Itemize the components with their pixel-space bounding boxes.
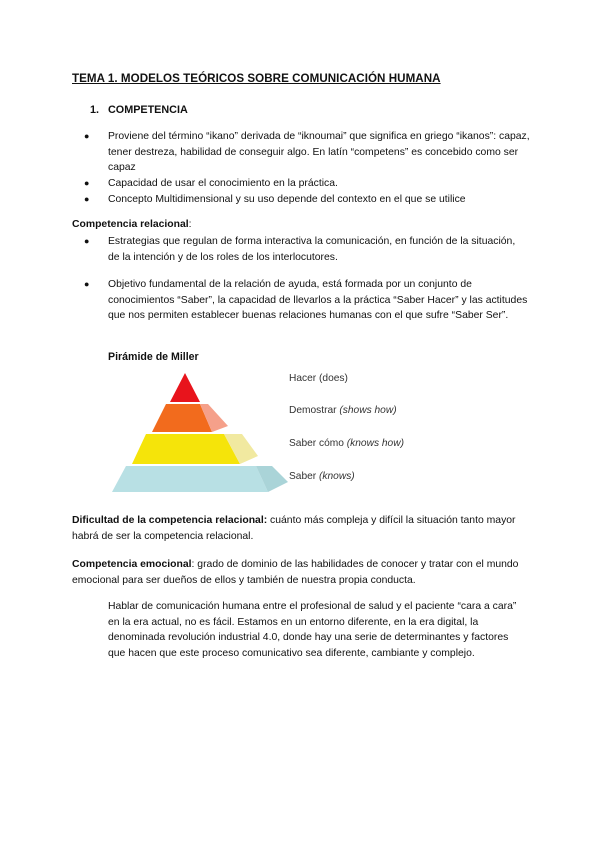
- pyramid-label-hacer: Hacer (does): [289, 373, 348, 384]
- list-item-text: Objetivo fundamental de la relación de ayuda, está formada por un conjunto de conocimientos “Saber”, la capacidad de llevarlos a la práctica “Saber Hacer” y las actitudes que nos permiten establecer buenas relaciones humanas con el que sufre “Saber Ser”.: [108, 279, 528, 322]
- list-item: [84, 277, 528, 324]
- section-number: 1.: [90, 104, 100, 116]
- dificultad-paragraph: [72, 513, 532, 544]
- bullet-icon: ●: [84, 178, 90, 189]
- emocional-heading: Competencia emocional: [72, 559, 192, 570]
- dificultad-heading: Dificultad de la competencia relacional:: [72, 515, 268, 526]
- pyramid-label-saber-como: Saber cómo (knows how): [289, 438, 404, 449]
- bullet-icon: ●: [84, 131, 90, 141]
- emocional-text: : grado de dominio de las habilidades de conocer y tratar con el mundo emocional para ser dueños de ellos y también de nuestra propia conducta.: [72, 559, 519, 586]
- miller-pyramid-figure: [110, 368, 290, 496]
- pyramid-level-saber: [112, 466, 268, 492]
- competencia-list: [84, 129, 548, 208]
- pyramid-level-hacer: [170, 373, 200, 402]
- body-paragraph: Hablar de comunicación humana entre el profesional de salud y el paciente “cara a cara” en la era actual, no es fácil. Estamos en un entorno diferente, en la era digital, la denominada revolución industrial 4.0, donde hay una serie de determinantes y factores que hacen que este proceso comunicativo sea diferente, cambiante y complejo.: [108, 601, 517, 659]
- list-item-text: Proviene del término “ikano” derivada de “iknoumai” que significa en griego “ikanos”: capaz, tener destreza, habilidad de conseguir algo. En latín “competens” es concebido como ser capaz: [108, 131, 530, 174]
- relacional-heading: [72, 219, 192, 230]
- relacional-list-1: [84, 234, 528, 265]
- pyramid-label-demostrar: Demostrar (shows how): [289, 405, 397, 416]
- section-title: COMPETENCIA: [108, 104, 188, 116]
- relacional-heading-text: Competencia relacional: [72, 219, 189, 230]
- relacional-list-2: [84, 277, 528, 324]
- pyramid-label-saber: Saber (knows): [289, 471, 355, 482]
- page-title: TEMA 1. MODELOS TEÓRICOS SOBRE COMUNICACIÓN HUMANA: [72, 72, 441, 85]
- list-item-text: Estrategias que regulan de forma interactiva la comunicación, en función de la situación, de la intención y de los roles de los interlocutores.: [108, 236, 516, 263]
- list-item: [84, 192, 548, 208]
- miller-title: Pirámide de Miller: [108, 351, 199, 363]
- bullet-icon: ●: [84, 236, 90, 246]
- emocional-paragraph: [72, 557, 532, 588]
- list-item-text: Concepto Multidimensional y su uso depende del contexto en el que se utilice: [108, 194, 466, 206]
- relacional-colon: :: [188, 219, 192, 230]
- section-heading: [90, 104, 188, 116]
- list-item-text: Capacidad de usar el conocimiento en la práctica.: [108, 178, 338, 190]
- bullet-icon: ●: [84, 194, 90, 205]
- dificultad-text: cuánto más compleja y difícil la situación tanto mayor habrá de ser la competencia relacional.: [72, 515, 516, 542]
- list-item: [84, 234, 528, 265]
- list-item: [84, 129, 548, 176]
- pyramid-level-saber-como: [132, 434, 240, 464]
- list-item: [84, 176, 548, 192]
- bullet-icon: ●: [84, 279, 90, 289]
